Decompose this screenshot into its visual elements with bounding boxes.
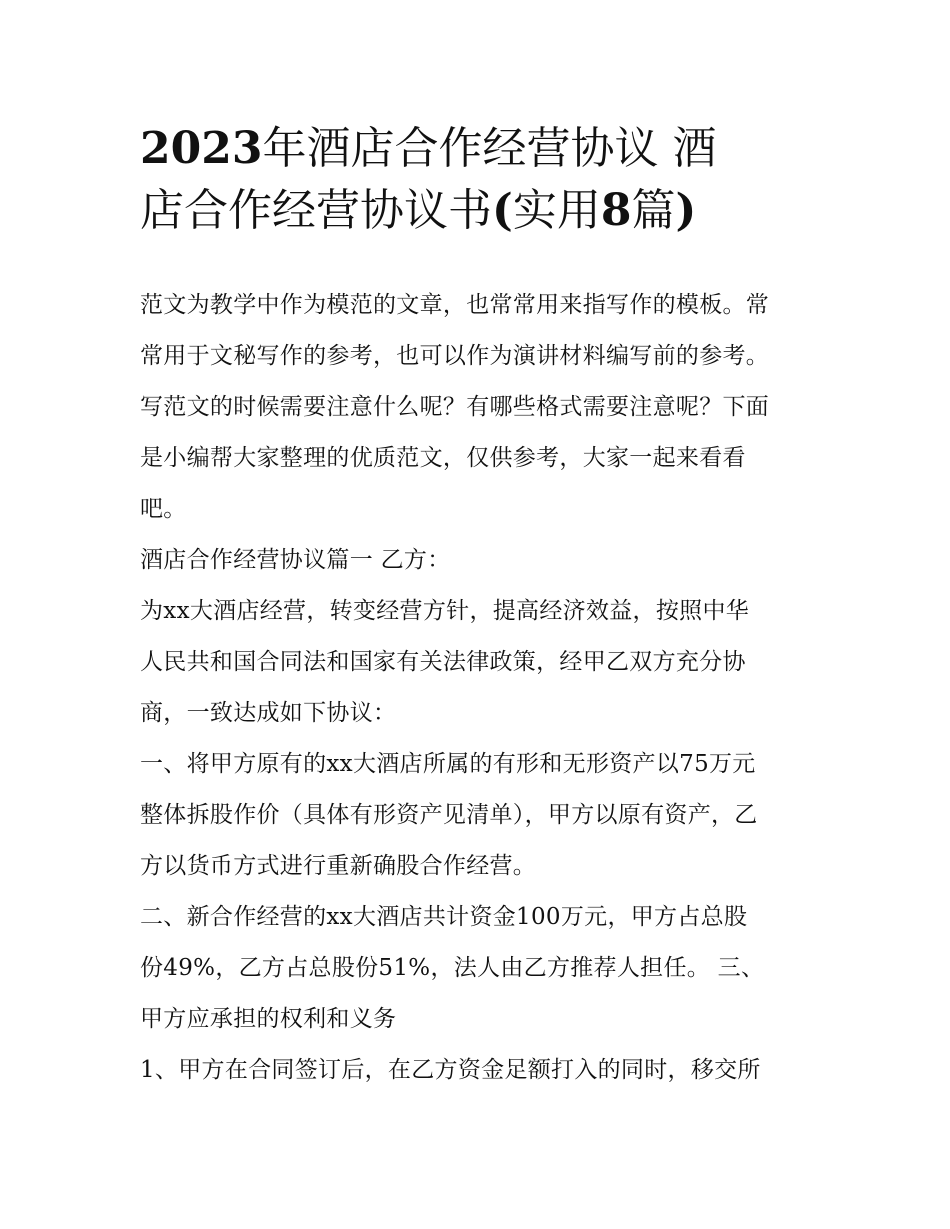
- title-text-2: 店合作经营协议书: [140, 185, 492, 236]
- paragraph-line: 范文为教学中作为模范的文章，也常常用来指写作的模板。常: [140, 292, 770, 318]
- title-text-4: 篇: [631, 185, 676, 236]
- title-paren-open: (: [492, 185, 513, 236]
- title-text-3: 实用: [512, 185, 601, 236]
- paragraph-line: 酒店合作经营协议篇一 乙方：: [140, 547, 451, 573]
- paragraph-line: 写范文的时候需要注意什么呢？有哪些格式需要注意呢？下面: [140, 394, 770, 420]
- paragraph-preamble: [140, 586, 830, 739]
- paragraph-line: 吧。: [140, 496, 187, 522]
- title-line-1: [140, 118, 830, 180]
- paragraph-line: 为xx大酒店经营，转变经营方针，提高经济效益，按照中华: [140, 598, 750, 624]
- paragraph-line: 甲方应承担的权利和义务: [140, 1006, 397, 1032]
- paragraph-line: 1、甲方在合同签订后，在乙方资金足额打入的同时，移交所: [140, 1057, 761, 1083]
- document-title: [140, 118, 830, 242]
- paragraph-clause-1: [140, 739, 830, 892]
- paragraph-line: 是小编帮大家整理的优质范文，仅供参考，大家一起来看看: [140, 445, 746, 471]
- paragraph-line: 人民共和国合同法和国家有关法律政策，经甲乙双方充分协: [140, 649, 746, 675]
- paragraph-line: 份49%，乙方占总股份51%，法人由乙方推荐人担任。 三、: [140, 955, 765, 981]
- title-line-2: [140, 180, 830, 242]
- paragraph-intro: [140, 280, 830, 535]
- paragraph-line: 二、新合作经营的xx大酒店共计资金100万元，甲方占总股: [140, 904, 748, 930]
- title-paren-close: ): [675, 185, 697, 236]
- paragraph-line: 方以货币方式进行重新确股合作经营。: [140, 853, 537, 879]
- document-body: [140, 280, 830, 1096]
- paragraph-section-heading: [140, 535, 830, 586]
- title-year: 2023: [140, 123, 263, 174]
- paragraph-line: 商，一致达成如下协议：: [140, 700, 397, 726]
- paragraph-clause-2: [140, 892, 830, 1045]
- paragraph-line: 常用于文秘写作的参考，也可以作为演讲材料编写前的参考。: [140, 343, 770, 369]
- paragraph-line: 一、将甲方原有的xx大酒店所属的有形和无形资产以75万元: [140, 751, 756, 777]
- paragraph-clause-3-item-1: [140, 1045, 830, 1096]
- title-text-1: 年酒店合作经营协议 酒: [262, 123, 717, 174]
- title-number: 8: [600, 185, 632, 236]
- paragraph-line: 整体拆股作价（具体有形资产见清单），甲方以原有资产，乙: [140, 802, 758, 828]
